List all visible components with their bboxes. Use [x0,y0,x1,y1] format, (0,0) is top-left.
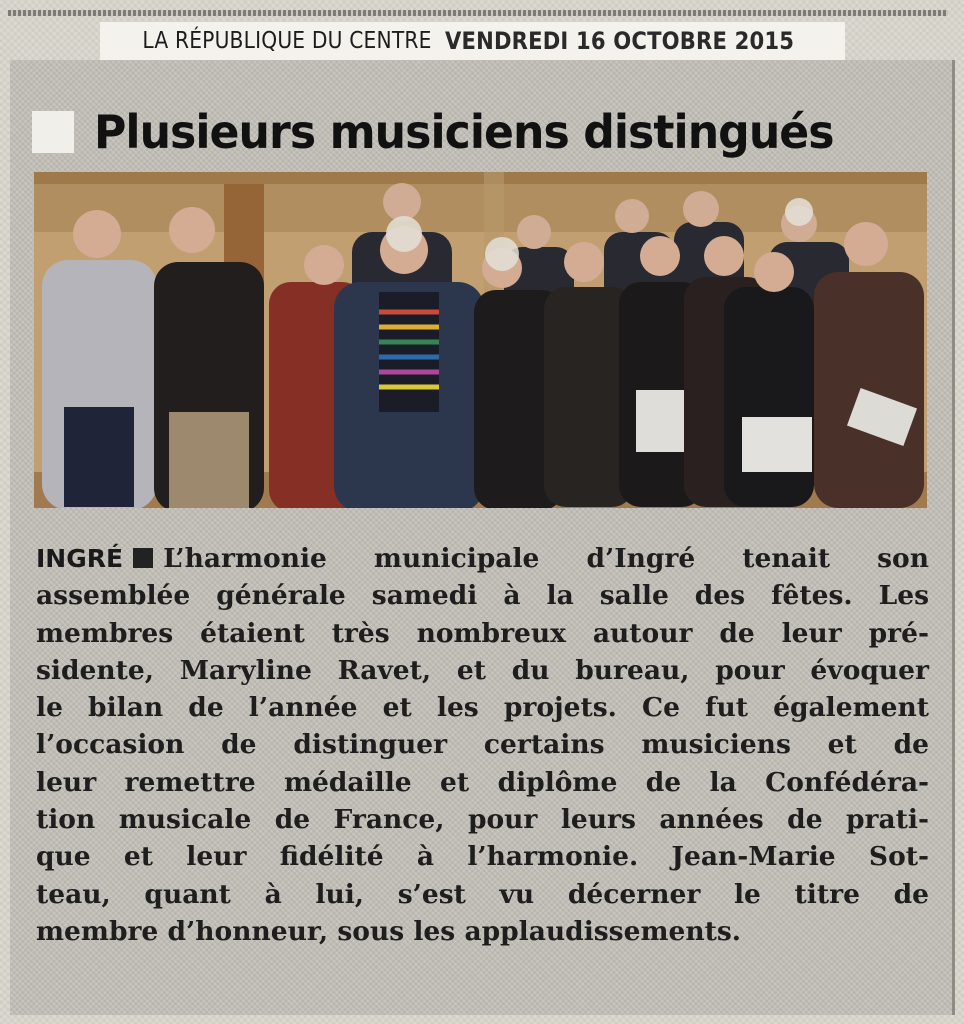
headline-row [32,102,912,162]
article-headline: Plusieurs musiciens distingués [94,105,834,159]
body-line [36,540,929,577]
newspaper-name: LA RÉPUBLIQUE DU CENTRE [142,28,432,54]
location-label: INGRÉ [36,544,124,573]
body-line: sidente, Maryline Ravet, et du bureau, pour évoquer [36,654,929,686]
body-line: assemblée générale samedi à la salle des fêtes. Les [36,580,929,612]
body-line: membres étaient très nombreux autour de leur pré- [36,617,929,649]
article-body [36,540,929,950]
masthead [100,22,845,60]
body-line-text: L’harmonie municipale d’Ingré tenait son [163,543,929,574]
body-line: l’occasion de distinguer certains musiciens et de [36,729,929,761]
group-photo [34,172,927,508]
body-line: leur remettre médaille et diplôme de la Confédéra- [36,766,929,798]
body-line: teau, quant à lui, s’est vu décerner le titre de [36,878,929,910]
location-square-marker [133,548,153,568]
headline-square-marker [32,111,74,153]
body-line: tion musicale de France, pour leurs années de prati- [36,804,929,836]
body-line: que et leur fidélité à l’harmonie. Jean-Marie Sot- [36,841,929,873]
top-rule [8,10,948,16]
publication-date: VENDREDI 16 OCTOBRE 2015 [445,27,795,55]
body-line: membre d’honneur, sous les applaudissements. [36,915,742,947]
body-line: le bilan de l’année et les projets. Ce fut également [36,692,929,724]
article-clipping [10,60,955,1015]
